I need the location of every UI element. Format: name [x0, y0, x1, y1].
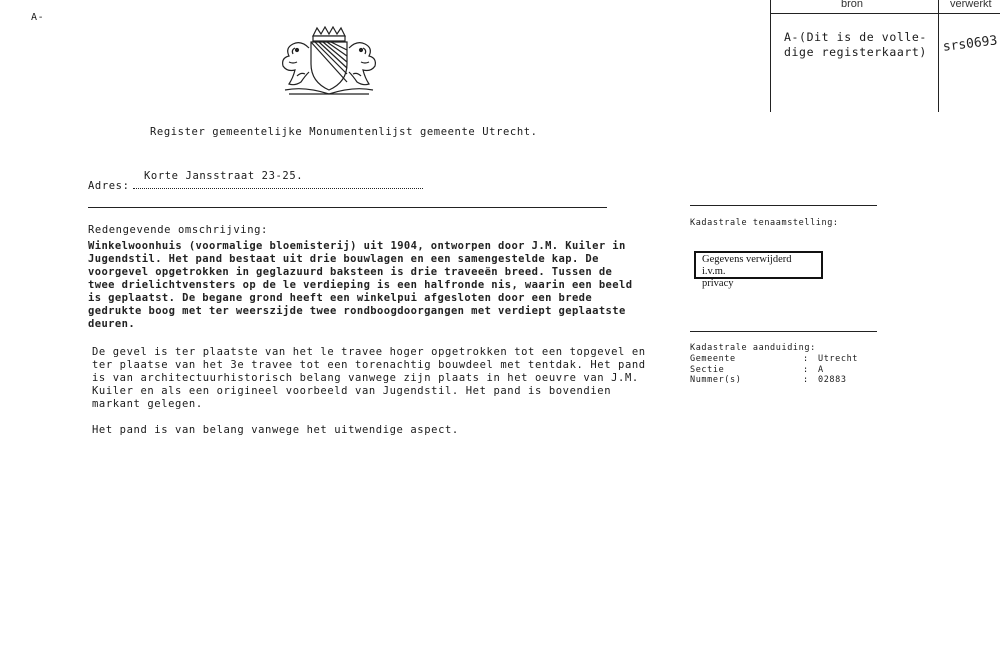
- tenaamstelling-label: Kadastrale tenaamstelling:: [690, 218, 839, 228]
- description-paragraph-3: Het pand is van belang vanwege het uitwendige aspect.: [92, 424, 459, 436]
- description-line: ter plaatse van het 3e travee tot een torenachtig bouwdeel met tentdak. Het pand: [92, 359, 646, 371]
- description-line: markant gelegen.: [92, 398, 203, 410]
- aanduiding-sep: :: [803, 364, 809, 375]
- separator-line: [88, 207, 607, 208]
- corner-mark: A-: [31, 12, 45, 23]
- description-line: twee drielichtvensters op de le verdieping is een halfronde nis, waarin een beeld: [88, 279, 633, 291]
- description-line: Jugendstil. Het pand bestaat uit drie bouwlagen en een samengestelde kap. De: [88, 253, 599, 265]
- aanduiding-sep: :: [803, 354, 809, 364]
- verwerkt-header: verwerkt: [950, 0, 992, 10]
- utrecht-coat-of-arms-icon: [275, 26, 383, 98]
- source-box-divider: [938, 0, 939, 112]
- address-label: Adres:: [88, 180, 130, 192]
- description-line: gedrukte boog met ter weerszijde twee rondboogdoorgangen met verdiept geplaatste: [88, 305, 626, 317]
- aanduiding-value: A: [818, 364, 824, 375]
- source-box-header-line: [770, 13, 1000, 14]
- aanduiding-value: Utrecht: [818, 354, 859, 364]
- description-line: De gevel is ter plaatste van het le travee hoger opgetrokken tot een topgevel en: [92, 346, 646, 358]
- aanduiding-key: Sectie: [690, 364, 725, 375]
- aanduiding-key: Nummer(s): [690, 375, 742, 385]
- verwerkt-value: srs0693: [942, 33, 999, 55]
- description-line: is van architectuurhistorisch belang vanwege zijn plaats in het oeuvre van J.M.: [92, 372, 639, 384]
- address-dotted-line: [133, 188, 423, 189]
- bron-header: bron: [841, 0, 864, 10]
- description-line: Kuiler en als een origineel voorbeeld van Jugendstil. Het pand is bovendien: [92, 385, 612, 397]
- tenaamstelling-line: [690, 205, 877, 206]
- aanduiding-line: [690, 331, 877, 332]
- aanduiding-label: Kadastrale aanduiding:: [690, 343, 816, 353]
- aanduiding-sep: :: [803, 375, 809, 385]
- aanduiding-key: Gemeente: [690, 354, 736, 364]
- description-line: deuren.: [88, 318, 136, 330]
- privacy-notice: [694, 251, 823, 289]
- description-heading: Redengevende omschrijving:: [88, 224, 268, 236]
- bron-value: [784, 30, 927, 60]
- description-paragraph-1: [88, 240, 632, 331]
- privacy-line: privacy: [702, 278, 734, 289]
- privacy-line: Gegevens verwijderd i.v.m.: [702, 254, 792, 277]
- address-value: Korte Jansstraat 23-25.: [144, 170, 304, 182]
- aanduiding-value: 02883: [818, 375, 847, 385]
- register-title: Register gemeentelijke Monumentenlijst gemeente Utrecht.: [150, 126, 538, 138]
- source-box-left-border: [770, 0, 771, 112]
- bron-line: A-(Dit is de volle-: [784, 30, 927, 44]
- description-line: voorgevel opgetrokken in geglazuurd baksteen is drie traveeën breed. Tussen de: [88, 266, 613, 278]
- description-line: is geplaatst. De begane grond heeft een winkelpui afgesloten door een brede: [88, 292, 593, 304]
- description-line: Winkelwoonhuis (voormalige bloemisterij) uit 1904, ontworpen door J.M. Kuiler in: [88, 240, 626, 252]
- description-paragraph-2: [92, 346, 646, 411]
- bron-line: dige registerkaart): [784, 45, 927, 59]
